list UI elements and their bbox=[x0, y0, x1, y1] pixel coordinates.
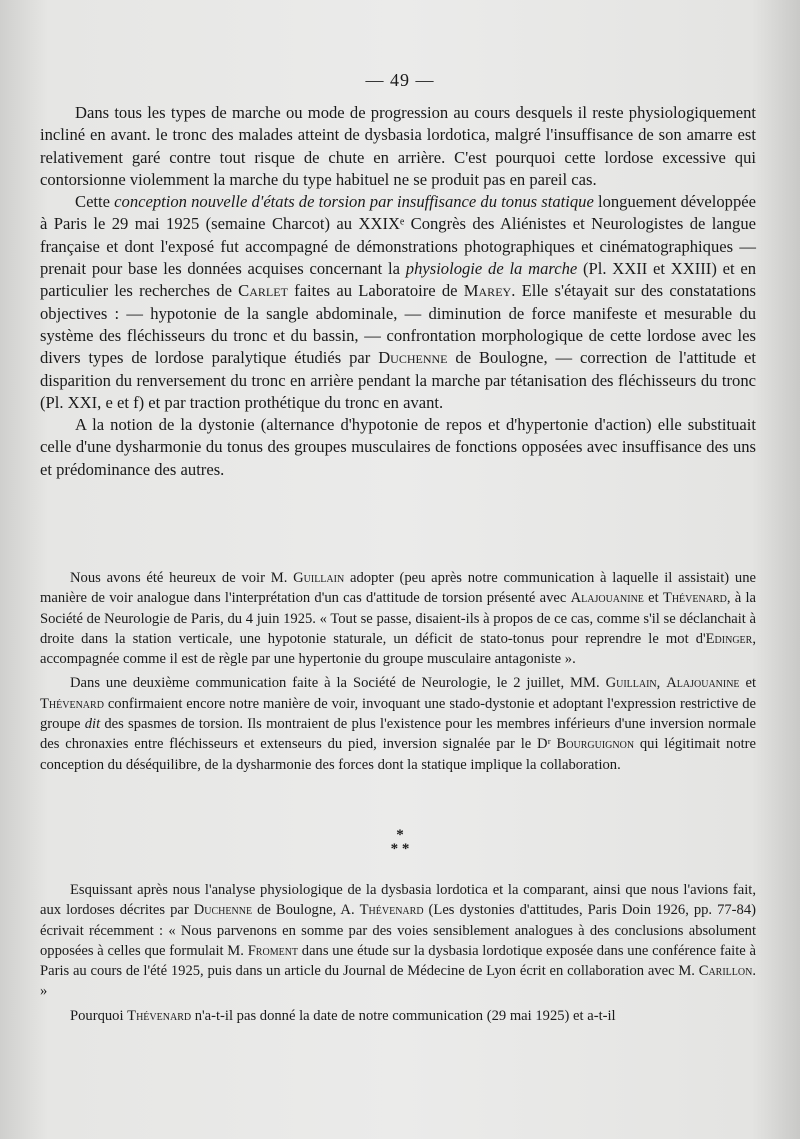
author-name: Thévenard bbox=[40, 695, 104, 712]
author-name: Bourguignon bbox=[556, 736, 635, 753]
italic-phrase: physiologie de la marche bbox=[405, 259, 578, 279]
asterism-separator bbox=[0, 828, 800, 856]
text-run: de Boulogne, A. bbox=[252, 902, 360, 919]
main-text-large bbox=[40, 102, 756, 481]
text-run: , à la Société de Neurologie de Paris, du 4 juin 1925. « Tout se passe, disaient-ils à propos de ce cas, comme s'il se déclanchait à droite dans la station verticale, une hypotonie staturale, un déficit de stato-tonus pour reprendre le mot d' bbox=[40, 590, 756, 647]
author-name: Alajouanine bbox=[570, 590, 644, 607]
text-run: et bbox=[643, 590, 663, 607]
author-name: Thévenard bbox=[127, 1007, 192, 1024]
author-name: Marey bbox=[463, 281, 512, 301]
paragraph-4 bbox=[40, 568, 756, 669]
author-name: Guillain bbox=[605, 675, 657, 692]
asterism-bottom: * * bbox=[390, 841, 410, 857]
italic-phrase: conception nouvelle d'états de torsion par insuffisance du tonus statique bbox=[114, 192, 594, 212]
author-name: Edinger bbox=[705, 630, 753, 647]
text-run: Dans une deuxième communication faite à la Société de Neurologie, le 2 juillet, MM. bbox=[70, 675, 606, 692]
text-run: , accompagnée comme il est de règle par une hypertonie du groupe musculaire antagoniste ». bbox=[40, 630, 756, 668]
page-number: — 49 — bbox=[365, 70, 435, 90]
paragraph-5 bbox=[40, 673, 756, 774]
author-name: Duchenne bbox=[378, 348, 448, 368]
text-run: longuement développée à Paris le 29 mai 1925 (semaine Charcot) au XXIXᵉ Congrès des Aliénistes et Neurologistes de langue française et dont l'exposé fut accompagné de démonstrations photographiques et cinématographiques — prenait pour base les données acquises concernant la bbox=[40, 192, 757, 279]
text-run: Esquissant après nous l'analyse physiologique de la dysbasia lordotica et la comparant, ainsi que nous l'avions fait, aux lordoses décrites par bbox=[40, 882, 756, 919]
author-name: Froment bbox=[247, 942, 299, 959]
text-run: faites au Laboratoire de bbox=[287, 281, 464, 301]
text-run: Pourquoi bbox=[70, 1007, 128, 1024]
main-text-small bbox=[40, 568, 756, 779]
text-run: . Elle s'étayait sur des constatations objectives : — hypotonie de la sangle abdominale, — diminution de force manifeste et mesurable du système des fléchisseurs du tronc et du bassin, — confrontation morphologique de cette lordose avec les divers types de lordose paralytique étudiés par bbox=[40, 281, 756, 368]
text-run: . » bbox=[40, 963, 756, 1000]
text-run: (Les dystonies d'attitudes, Paris Doin 1926, pp. 77-84) écrivait récemment : « Nous parvenons en somme par des voies sensiblement analogues à des conclusions absolument opposées à celles que formulait M. bbox=[40, 902, 756, 959]
text-run: Nous avons été heureux de voir M. bbox=[70, 570, 294, 586]
paragraph-3: A la notion de la dystonie (alternance d'hypotonie de repos et d'hypertonie d'action) elle substituait celle d'une dysharmonie du tonus des groupes musculaires de fonctions opposées avec insuffisance des uns et prédominance des autres. bbox=[40, 415, 756, 479]
text-run: de Boulogne, — correction de l'attitude et disparition du renversement du tronc en arrière pendant la marche par tétanisation des fléchisseurs du tronc (Pl. XXI, e et f) et par traction prothétique du tronc en avant. bbox=[40, 348, 756, 412]
asterism-top: * bbox=[396, 827, 404, 843]
text-run: des spasmes de torsion. Ils montraient de plus l'existence pour les membres inférieurs d'une inversion normale des chronaxies entre fléchisseurs et extenseurs du pied, inversion signalée par le Dʳ bbox=[40, 716, 756, 753]
text-run: adopter (peu après notre communication à laquelle il assistait) une manière de voir analogue dans l'interprétation d'un cas d'attitude de torsion présenté avec bbox=[40, 570, 756, 607]
author-name: Carillon bbox=[698, 963, 753, 980]
author-name: Duchenne bbox=[193, 902, 253, 919]
text-run: et bbox=[739, 675, 756, 692]
section-text bbox=[40, 880, 756, 1030]
italic-phrase: dit bbox=[84, 716, 101, 733]
paragraph-2 bbox=[40, 191, 756, 414]
text-run: n'a-t-il pas donné la date de notre communication (29 mai 1925) et a-t-il bbox=[191, 1007, 616, 1024]
text-run: (Pl. XXII et XXIII) et en particulier les recherches de bbox=[40, 259, 756, 301]
text-run: dans une étude sur la dysbasia lordotique exposée dans une conférence faite à Paris au cours de l'été 1925, puis dans un article du Journal de Médecine de Lyon écrit en collaboration avec M. bbox=[40, 942, 756, 980]
author-name: Thévenard bbox=[359, 902, 424, 919]
author-name: Carlet bbox=[238, 281, 288, 301]
text-run: , bbox=[656, 675, 667, 692]
author-name: Guillain bbox=[293, 570, 345, 586]
author-name: Alajouanine bbox=[666, 675, 740, 692]
text-run: qui légitimait notre conception du déséquilibre, de la dysharmonie des forces dont la statique implique la collaboration. bbox=[40, 736, 757, 773]
text-run: Cette bbox=[75, 192, 115, 212]
paragraph-6 bbox=[40, 880, 756, 1002]
author-name: Thévenard bbox=[662, 590, 727, 607]
paragraph-7 bbox=[40, 1006, 756, 1026]
text-run: confirmaient encore notre manière de voir, invoquant une stado-dystonie et adoptant l'expression restrictive de groupe bbox=[40, 695, 756, 733]
paragraph-1: Dans tous les types de marche ou mode de progression au cours desquels il reste physiologiquement incliné en avant. le tronc des malades atteint de dysbasia lordotica, malgré l'insuffisance de son amarre est relativement garé contre tout risque de chute en arrière. C'est pourquoi cette lordose excessive qui contorsionne violemment la marche du type habituel ne se produit pas en pareil cas. bbox=[40, 103, 756, 189]
